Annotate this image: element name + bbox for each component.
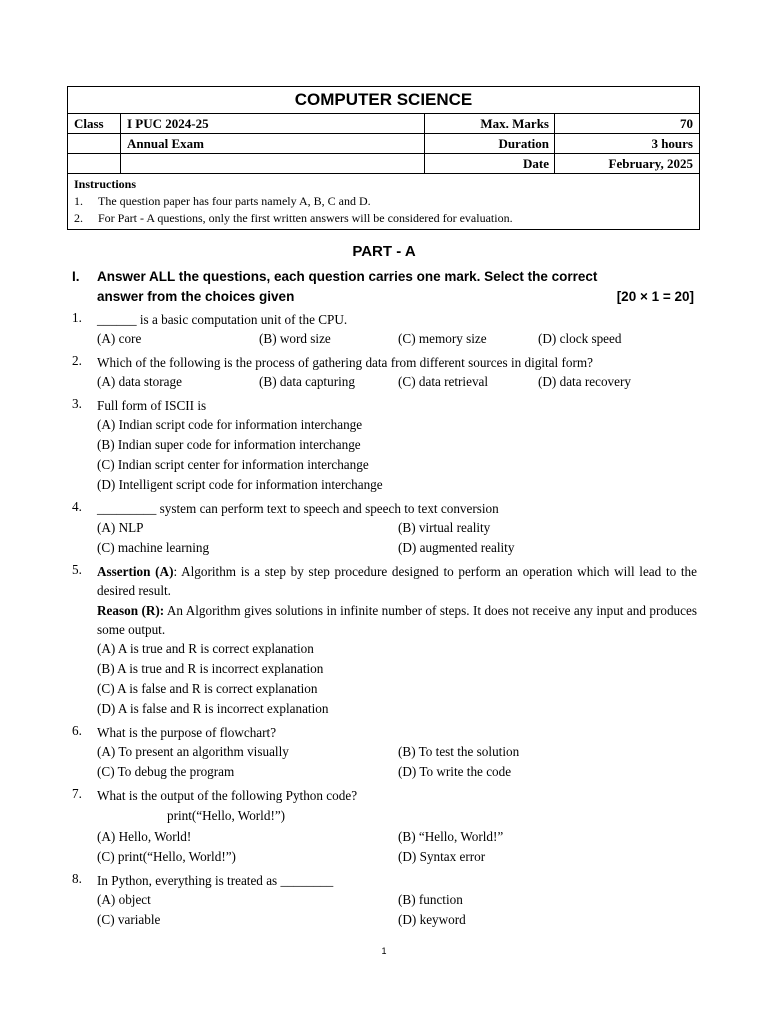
options-row	[97, 762, 697, 782]
options	[97, 329, 697, 349]
class-value: I PUC 2024-25	[121, 114, 425, 133]
option: (D) A is false and R is incorrect explanation	[97, 701, 329, 716]
question-stem: What is the output of the following Python code?	[97, 788, 358, 803]
instruction-number: 1.	[74, 194, 83, 208]
subject-title: COMPUTER SCIENCE	[68, 87, 699, 114]
question-6	[72, 723, 697, 782]
max-marks-value: 70	[680, 116, 693, 131]
page-number: 1	[381, 946, 387, 956]
options	[97, 415, 697, 495]
option: (D) augmented reality	[398, 540, 515, 555]
question-stem: _________ system can perform text to speech and speech to text conversion	[97, 501, 499, 516]
option: (C) memory size	[398, 331, 487, 346]
question-number: 7.	[72, 786, 82, 801]
question-list	[72, 310, 697, 930]
instructions	[68, 174, 699, 229]
question-stem: Which of the following is the process of gathering data from different sources in digital form?	[97, 355, 593, 370]
option: (C) Indian script center for information interchange	[97, 457, 369, 472]
reason-label: Reason (R):	[97, 603, 165, 618]
option: (B) virtual reality	[398, 520, 491, 535]
section-text: Answer ALL the questions, each question carries one mark. Select the correct	[97, 269, 598, 284]
question-number: 3.	[72, 396, 82, 411]
instruction-item	[74, 210, 699, 227]
options-row	[97, 742, 697, 762]
question-2	[72, 353, 697, 392]
option: (A) Hello, World!	[97, 829, 192, 844]
option: (D) To write the code	[398, 764, 512, 779]
option: (C) variable	[97, 912, 161, 927]
option: (C) A is false and R is correct explanation	[97, 681, 318, 696]
header-row-date	[68, 154, 699, 174]
exam-name: Annual Exam	[121, 134, 425, 153]
section-heading	[72, 267, 694, 307]
option: (D) data recovery	[538, 374, 631, 389]
question-5	[72, 562, 697, 719]
reason	[97, 601, 697, 639]
option: (D) clock speed	[538, 331, 622, 346]
option: (D) Syntax error	[398, 849, 486, 864]
option: (B) function	[398, 892, 463, 907]
question-number: 5.	[72, 562, 82, 577]
option: (D) Intelligent script code for information interchange	[97, 477, 383, 492]
header-row-class	[68, 114, 699, 134]
question-7	[72, 786, 697, 867]
part-title: PART - A	[352, 243, 416, 260]
empty-cell	[68, 154, 121, 173]
assertion-label: Assertion (A)	[97, 564, 174, 579]
section-text-2: answer from the choices given	[97, 289, 295, 304]
instruction-item	[74, 193, 699, 210]
option: (A) object	[97, 892, 151, 907]
option: (B) To test the solution	[398, 744, 520, 759]
question-4	[72, 499, 697, 558]
option: (B) data capturing	[259, 374, 355, 389]
option: (C) data retrieval	[398, 374, 489, 389]
option: (C) machine learning	[97, 540, 210, 555]
date-value: February, 2025	[608, 156, 693, 171]
section-marks: [20 × 1 = 20]	[616, 289, 694, 304]
question-3	[72, 396, 697, 495]
options	[97, 372, 697, 392]
options	[97, 639, 697, 719]
duration-value: 3 hours	[651, 136, 693, 151]
max-marks-label: Max. Marks	[425, 114, 555, 133]
question-8	[72, 871, 697, 930]
code-snippet: print(“Hello, World!”)	[167, 808, 286, 823]
assertion-text: : Algorithm is a step by step procedure designed to perform an operation which will lead to the desired result.	[97, 564, 697, 598]
empty-cell	[121, 154, 425, 173]
instruction-text: The question paper has four parts namely A, B, C and D.	[98, 194, 371, 208]
header-table	[67, 86, 700, 230]
assertion	[97, 562, 697, 600]
question-number: 1.	[72, 310, 82, 325]
question-stem: ______ is a basic computation unit of the CPU.	[97, 312, 348, 327]
date-label: Date	[425, 154, 555, 173]
question-stem: In Python, everything is treated as ________	[97, 873, 334, 888]
options-row	[97, 827, 697, 847]
option: (B) “Hello, World!”	[398, 829, 504, 844]
option: (A) Indian script code for information interchange	[97, 417, 363, 432]
instruction-number: 2.	[74, 211, 83, 225]
option: (B) Indian super code for information interchange	[97, 437, 361, 452]
question-stem: What is the purpose of flowchart?	[97, 725, 277, 740]
options-row	[97, 518, 697, 538]
option: (A) core	[97, 331, 142, 346]
option: (D) keyword	[398, 912, 466, 927]
options-row	[97, 538, 697, 558]
question-stem: Full form of ISCII is	[97, 398, 207, 413]
duration-label: Duration	[425, 134, 555, 153]
option: (B) A is true and R is incorrect explanation	[97, 661, 324, 676]
options-row	[97, 910, 697, 930]
option: (A) To present an algorithm visually	[97, 744, 289, 759]
empty-cell	[68, 134, 121, 153]
option: (C) To debug the program	[97, 764, 235, 779]
options-row	[97, 890, 697, 910]
question-number: 2.	[72, 353, 82, 368]
section-line-2	[97, 287, 694, 307]
options-row	[97, 847, 697, 867]
option: (A) A is true and R is correct explanation	[97, 641, 314, 656]
option: (C) print(“Hello, World!”)	[97, 849, 236, 864]
instructions-heading: Instructions	[74, 177, 137, 191]
question-number: 4.	[72, 499, 82, 514]
question-1	[72, 310, 697, 349]
reason-text: An Algorithm gives solutions in infinite number of steps. It does not receive any input and produces some output.	[97, 603, 697, 637]
option: (B) word size	[259, 331, 331, 346]
question-number: 8.	[72, 871, 82, 886]
question-number: 6.	[72, 723, 82, 738]
section-label: I.	[72, 269, 80, 284]
class-label: Class	[68, 114, 121, 133]
option: (A) data storage	[97, 374, 182, 389]
option: (A) NLP	[97, 520, 144, 535]
instruction-text: For Part - A questions, only the first written answers will be considered for evaluation.	[98, 211, 513, 225]
header-row-exam	[68, 134, 699, 154]
